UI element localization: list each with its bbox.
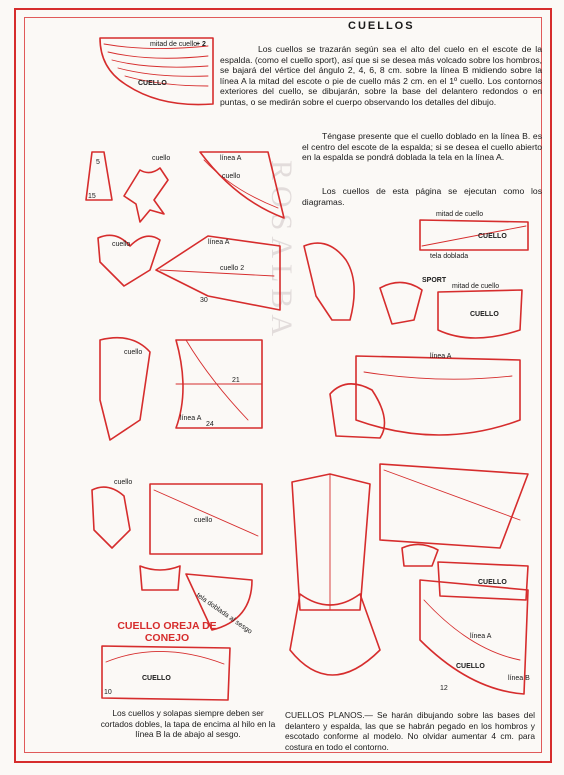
label-n21: 21 — [232, 377, 240, 384]
label-cuello-lapel-pattern: cuello — [194, 517, 213, 524]
hood-collar-sketch — [330, 384, 385, 438]
intro-paragraph-2: Téngase presente que el cuello doblado en la línea B. es el centro del escote de la espalda; si se desea el cuello abierto en la espalda se pondrá doblada la tela en la línea A. — [302, 131, 542, 163]
label-cuello-rabbit: CUELLO — [142, 675, 171, 682]
label-linea-a-3: línea A — [180, 415, 202, 422]
label-linea-b: línea B — [508, 675, 530, 682]
flat-collar-sketch — [290, 594, 380, 675]
label-linea-a-1: línea A — [220, 155, 242, 162]
note-bottom-right: CUELLOS PLANOS.— Se harán dibujando sobre las bases del delantero y espalda, las que se habrán pegado en los hombros y escotado conforme al modelo. No olvidar aumentar 4 cm. para costura en todo el contorno. — [285, 710, 535, 752]
label-cuello-ruffle: CUELLO — [478, 579, 507, 586]
label-sport: SPORT — [422, 277, 447, 284]
label-n10: 10 — [104, 689, 112, 696]
label-linea-a-5: línea A — [470, 633, 492, 640]
label-n30: 30 — [200, 297, 208, 304]
label-cuello-draped: cuello — [124, 349, 143, 356]
watermark: ROSALBA — [265, 160, 298, 343]
label-n15: 15 — [88, 193, 96, 200]
label-cuello-tied: cuello — [152, 155, 171, 162]
ruffle-collar-sketch — [402, 544, 438, 566]
label-tela-doblada-1: tela doblada — [430, 253, 469, 260]
label-linea-a-2: línea A — [208, 239, 230, 246]
label-cuello-flat: CUELLO — [456, 663, 485, 670]
label-cuello-sport: CUELLO — [470, 311, 499, 318]
page-title: CUELLOS — [348, 20, 415, 32]
tied-collar-sketch — [124, 168, 168, 222]
note-bottom-left: Los cuellos y solapas siempre deben ser cortados dobles, la tapa de encima al hilo en la línea B la de abajo al sesgo. — [100, 708, 276, 739]
rabbit-collar-pattern — [102, 646, 230, 700]
intro-paragraph-1: Los cuellos se trazarán según sea el alto del cuelo en el escote de la espalda. (como el cuello sport), así que si se desea más volcado sobre los hombros, se bajará del vértice del ángulo 2, 4, 6, 8 cm. sobre la línea B midiendo sobre la línea A la mitad del escote o pie de cuello más 2 cm. en el 1º cuello. Los contornos exteriores del cuello, se dibujarán, sobre la base del delantero redondos o en puntas, o se medirán sobre el cuerpo observando los detalles del dibujo. — [220, 44, 542, 107]
large-flat-collar-pattern — [356, 356, 520, 435]
label-n5: 5 — [96, 159, 100, 166]
label-cuello-2r: CUELLO — [478, 233, 507, 240]
label-mitad-de-cuello: mitad de cuello — [150, 41, 198, 48]
figure-collar-sketch — [304, 243, 354, 320]
rabbit-collar-sketch — [140, 566, 180, 590]
intro-paragraph-3: Los cuellos de esta página se ejecutan como los diagramas. — [302, 186, 542, 207]
label-n12: 12 — [440, 685, 448, 692]
label-cuello-1: cuello — [222, 173, 241, 180]
label-cuello-sketch-2: cuello — [112, 241, 131, 248]
shirt-collar-sketch — [292, 474, 370, 610]
collar-1-pattern — [200, 152, 284, 218]
right-collar-pattern-1 — [420, 220, 528, 250]
lapel-collar-sketch — [92, 487, 130, 548]
label-linea-a-4: línea A — [430, 353, 452, 360]
label-tela-doblada-sesgo: tela doblada al sesgo — [194, 591, 254, 636]
label-cuello-lapel: cuello — [114, 479, 133, 486]
label-mitad-de-cuello-3: mitad de cuello — [452, 283, 500, 290]
label-cuello-2: cuello 2 — [220, 265, 245, 272]
label-plus-2: + 2 — [196, 41, 206, 48]
label-n24: 24 — [206, 421, 214, 428]
label-cuello-main: CUELLO — [138, 80, 167, 87]
label-mitad-de-cuello-2: mitad de cuello — [436, 211, 484, 218]
heading-rabbit-ear-collar: CUELLO OREJA DE CONEJO — [117, 620, 217, 644]
sport-collar-sketch — [380, 282, 422, 324]
